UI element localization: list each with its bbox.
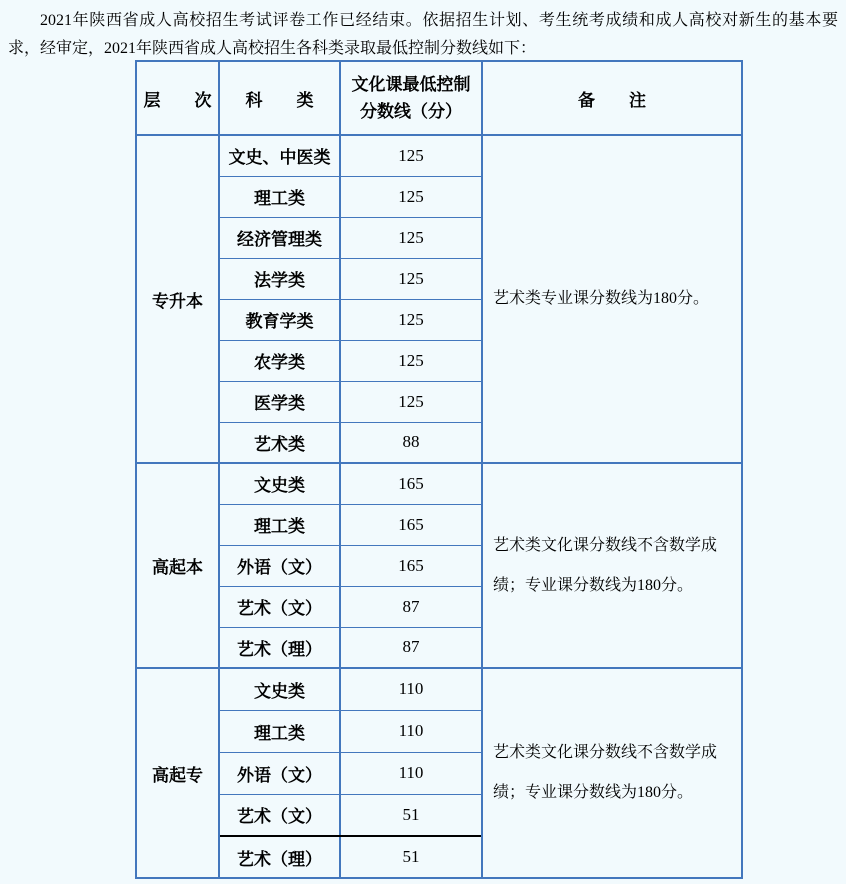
remark-cell: 艺术类专业课分数线为180分。 — [482, 135, 742, 463]
category-cell: 理工类 — [219, 710, 340, 752]
category-cell: 艺术类 — [219, 422, 340, 463]
category-cell: 法学类 — [219, 258, 340, 299]
header-category: 科 类 — [219, 61, 340, 135]
score-table-container — [135, 60, 743, 879]
level-cell: 高起本 — [136, 463, 219, 668]
score-cell: 165 — [340, 545, 482, 586]
table-row — [136, 668, 742, 710]
score-cell: 125 — [340, 176, 482, 217]
score-cell: 125 — [340, 135, 482, 176]
remark-cell: 艺术类文化课分数线不含数学成绩；专业课分数线为180分。 — [482, 463, 742, 668]
score-cell: 125 — [340, 381, 482, 422]
header-level: 层 次 — [136, 61, 219, 135]
score-cell: 51 — [340, 794, 482, 836]
table-row — [136, 463, 742, 504]
score-cell: 125 — [340, 217, 482, 258]
category-cell: 外语（文） — [219, 545, 340, 586]
header-remark: 备 注 — [482, 61, 742, 135]
category-cell: 文史类 — [219, 668, 340, 710]
header-score — [340, 61, 482, 135]
header-row — [136, 61, 742, 135]
score-cell: 110 — [340, 710, 482, 752]
category-cell: 艺术（理） — [219, 836, 340, 878]
category-cell: 艺术（理） — [219, 627, 340, 668]
header-score-line1: 文化课最低控制 — [351, 75, 471, 94]
score-cell: 165 — [340, 504, 482, 545]
category-cell: 教育学类 — [219, 299, 340, 340]
score-cell: 87 — [340, 586, 482, 627]
category-cell: 艺术（文） — [219, 794, 340, 836]
category-cell: 农学类 — [219, 340, 340, 381]
score-cell: 165 — [340, 463, 482, 504]
category-cell: 经济管理类 — [219, 217, 340, 258]
table-row — [136, 135, 742, 176]
level-cell: 专升本 — [136, 135, 219, 463]
category-cell: 文史、中医类 — [219, 135, 340, 176]
score-cell: 110 — [340, 668, 482, 710]
score-cell: 125 — [340, 258, 482, 299]
score-cell: 125 — [340, 299, 482, 340]
score-cell: 51 — [340, 836, 482, 878]
category-cell: 理工类 — [219, 504, 340, 545]
remark-cell: 艺术类文化课分数线不含数学成绩；专业课分数线为180分。 — [482, 668, 742, 878]
category-cell: 理工类 — [219, 176, 340, 217]
score-cell: 87 — [340, 627, 482, 668]
category-cell: 医学类 — [219, 381, 340, 422]
header-score-line2: 分数线（分） — [360, 102, 462, 121]
score-cell: 125 — [340, 340, 482, 381]
intro-paragraph: 2021年陕西省成人高校招生考试评卷工作已经结束。依据招生计划、考生统考成绩和成人高校对新生的基本要求，经审定，2021年陕西省成人高校招生各科类录取最低控制分数线如下： — [8, 12, 838, 57]
category-cell: 外语（文） — [219, 752, 340, 794]
score-cell: 88 — [340, 422, 482, 463]
category-cell: 文史类 — [219, 463, 340, 504]
level-cell: 高起专 — [136, 668, 219, 878]
score-table — [135, 60, 743, 879]
category-cell: 艺术（文） — [219, 586, 340, 627]
score-cell: 110 — [340, 752, 482, 794]
